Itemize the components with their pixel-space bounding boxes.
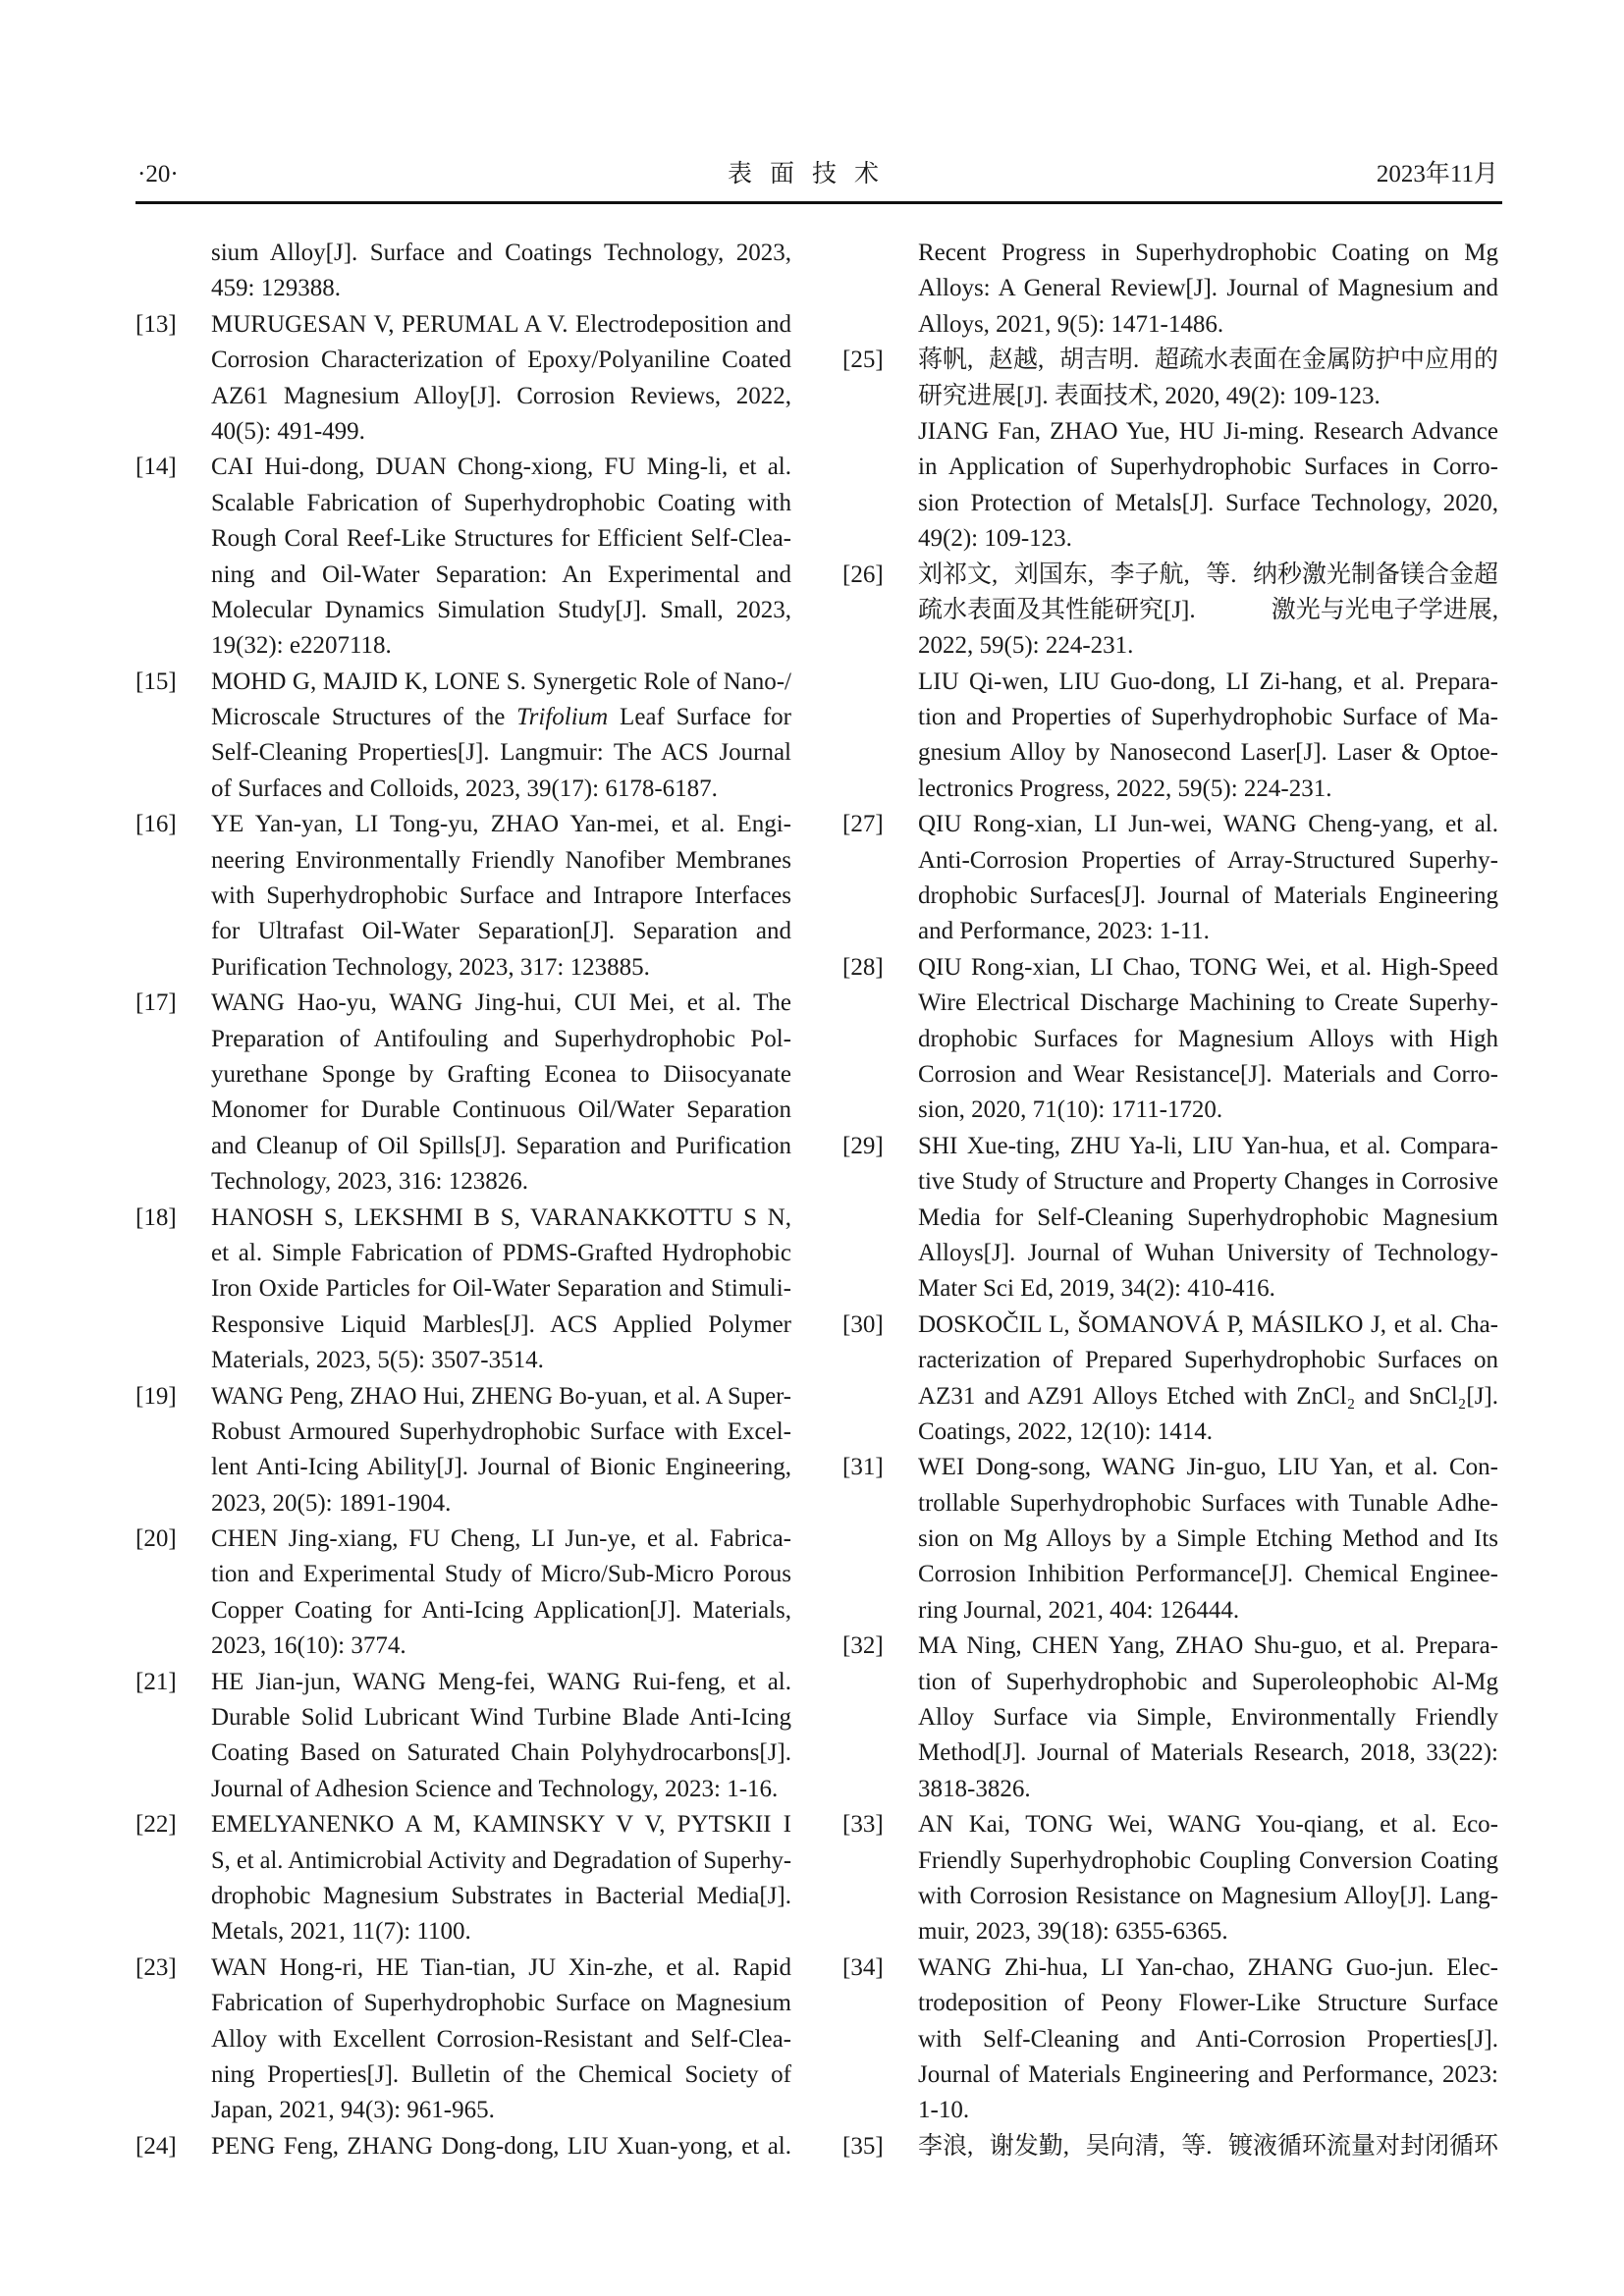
reference-line: racterization of Prepared Superhydrophobic Surfaces on	[918, 1347, 1498, 1374]
reference-line: Molecular Dynamics Simulation Study[J]. Small, 2023,	[211, 596, 791, 623]
reference-number: [24]	[135, 2132, 177, 2160]
reference-line: and Cleanup of Oil Spills[J]. Separation and Purification	[211, 1132, 791, 1159]
reference-line: HE Jian-jun, WANG Meng-fei, WANG Rui-feng, et al.	[211, 1668, 791, 1695]
reference-number: [16]	[135, 811, 177, 838]
reference-line: 2022, 59(5): 224-231.	[918, 632, 1134, 660]
reference-item	[135, 2129, 791, 2164]
reference-line: Journal of Materials Engineering and Performance, 2023:	[918, 2060, 1498, 2088]
reference-line: Rough Coral Reef-Like Structures for Efficient Self-Clea-	[211, 525, 791, 553]
reference-line: Preparation of Antifouling and Superhydrophobic Pol-	[211, 1025, 791, 1052]
reference-line: and Performance, 2023: 1-11.	[918, 918, 1210, 945]
reference-line: Mater Sci Ed, 2019, 34(2): 410-416.	[918, 1275, 1275, 1303]
reference-number: [26]	[842, 561, 884, 588]
reference-line: Materials, 2023, 5(5): 3507-3514.	[211, 1347, 544, 1374]
reference-number: [33]	[842, 1811, 884, 1839]
reference-line: Friendly Superhydrophobic Coupling Conversion Coating	[918, 1846, 1498, 1874]
reference-line: Self-Cleaning Properties[J]. Langmuir: The ACS Journal	[211, 739, 791, 767]
reference-line: WAN Hong-ri, HE Tian-tian, JU Xin-zhe, et al. Rapid	[211, 1953, 791, 1981]
reference-line: LIU Qi-wen, LIU Guo-dong, LI Zi-hang, et al. Prepara-	[918, 667, 1498, 695]
page-number: ·20·	[137, 161, 179, 187]
reference-number: [15]	[135, 667, 177, 695]
reference-line: trollable Superhydrophobic Surfaces with Tunable Adhe-	[918, 1489, 1498, 1517]
reference-continuation	[135, 236, 791, 307]
reference-line: trodeposition of Peony Flower-Like Structure Surface	[918, 1990, 1498, 2017]
reference-line: sion Protection of Metals[J]. Surface Technology, 2020,	[918, 489, 1498, 516]
reference-item	[842, 1629, 1498, 1807]
reference-line: QIU Rong-xian, LI Jun-wei, WANG Cheng-yang, et al.	[918, 811, 1498, 838]
reference-line: Coatings, 2022, 12(10): 1414.	[918, 1417, 1213, 1445]
reference-line: AN Kai, TONG Wei, WANG You-qiang, et al. Eco-	[918, 1811, 1498, 1839]
reference-number: [35]	[842, 2132, 884, 2160]
reference-line: Technology, 2023, 316: 123826.	[211, 1168, 528, 1196]
reference-number: [13]	[135, 310, 177, 338]
reference-item	[135, 450, 791, 664]
reference-line: with Self-Cleaning and Anti-Corrosion Properties[J].	[918, 2025, 1498, 2053]
reference-line: Copper Coating for Anti-Icing Application[J]. Materials,	[211, 1596, 791, 1624]
reference-line: WANG Peng, ZHAO Hui, ZHENG Bo-yuan, et al. A Super-	[211, 1382, 791, 1410]
reference-item	[135, 986, 791, 1200]
reference-item	[135, 1201, 791, 1379]
reference-number: [28]	[842, 953, 884, 981]
reference-line: PENG Feng, ZHANG Dong-dong, LIU Xuan-yong, et al.	[211, 2132, 791, 2160]
reference-item	[842, 1807, 1498, 1950]
issue-date: 2023年11月	[1376, 161, 1498, 187]
reference-line: 蒋帆, 赵越, 胡吉明. 超疏水表面在金属防护中应用的	[918, 347, 1498, 374]
reference-line: Robust Armoured Superhydrophobic Surface with Excel-	[211, 1417, 791, 1445]
reference-column-right	[842, 236, 1498, 2164]
reference-line: 研究进展[J]. 表面技术, 2020, 49(2): 109-123.	[918, 382, 1380, 409]
reference-line: 459: 129388.	[211, 275, 341, 302]
reference-item	[135, 1522, 791, 1665]
reference-line: 2023, 20(5): 1891-1904.	[211, 1489, 452, 1517]
reference-line: Japan, 2021, 94(3): 961-965.	[211, 2097, 495, 2124]
reference-number: [29]	[842, 1132, 884, 1159]
reference-line: drophobic Surfaces for Magnesium Alloys with High	[918, 1025, 1498, 1052]
reference-line: 19(32): e2207118.	[211, 632, 392, 660]
reference-line: Durable Solid Lubricant Wind Turbine Blade Anti-Icing	[211, 1704, 791, 1732]
reference-line: in Application of Superhydrophobic Surfaces in Corro-	[918, 454, 1498, 481]
reference-item	[842, 558, 1498, 808]
reference-line: of Surfaces and Colloids, 2023, 39(17): 6178-6187.	[211, 774, 718, 802]
reference-line: tion of Superhydrophobic and Superoleophobic Al-Mg	[918, 1668, 1498, 1695]
reference-item	[842, 1950, 1498, 2129]
reference-item	[135, 807, 791, 986]
reference-line: WEI Dong-song, WANG Jin-guo, LIU Yan, et al. Con-	[918, 1454, 1498, 1481]
reference-line: Journal of Adhesion Science and Technology, 2023: 1-16.	[211, 1775, 779, 1802]
reference-item	[135, 1665, 791, 1808]
reference-number: [14]	[135, 454, 177, 481]
reference-line: Media for Self-Cleaning Superhydrophobic Magnesium	[918, 1203, 1498, 1231]
reference-line: Alloys[J]. Journal of Wuhan University of Technology-	[918, 1239, 1498, 1266]
reference-line: CAI Hui-dong, DUAN Chong-xiong, FU Ming-li, et al.	[211, 454, 791, 481]
reference-line: YE Yan-yan, LI Tong-yu, ZHAO Yan-mei, et al. Engi-	[211, 811, 791, 838]
reference-line: AZ31 and AZ91 Alloys Etched with ZnCl₂ and SnCl₂[J].	[918, 1382, 1498, 1410]
reference-item	[135, 665, 791, 808]
reference-line: 49(2): 109-123.	[918, 525, 1072, 553]
reference-number: [25]	[842, 347, 884, 374]
reference-line: muir, 2023, 39(18): 6355-6365.	[918, 1918, 1228, 1946]
reference-line: ring Journal, 2021, 404: 126444.	[918, 1596, 1240, 1624]
reference-line: Iron Oxide Particles for Oil-Water Separation and Stimuli-	[211, 1275, 791, 1303]
reference-line: Corrosion Inhibition Performance[J]. Chemical Enginee-	[918, 1561, 1498, 1588]
reference-line: 3818-3826.	[918, 1775, 1031, 1802]
reference-number: [22]	[135, 1811, 177, 1839]
reference-line: drophobic Surfaces[J]. Journal of Materials Engineering	[918, 882, 1498, 910]
reference-line: Alloys, 2021, 9(5): 1471-1486.	[918, 310, 1224, 338]
reference-line: WANG Zhi-hua, LI Yan-chao, ZHANG Guo-jun. Elec-	[918, 1953, 1498, 1981]
reference-line: Fabrication of Superhydrophobic Surface on Magnesium	[211, 1990, 791, 2017]
reference-line: CHEN Jing-xiang, FU Cheng, LI Jun-ye, et al. Fabrica-	[211, 1525, 791, 1553]
reference-item	[842, 1450, 1498, 1629]
reference-number: [23]	[135, 1953, 177, 1981]
reference-line: lent Anti-Icing Ability[J]. Journal of Bionic Engineering,	[211, 1454, 791, 1481]
reference-line: MOHD G, MAJID K, LONE S. Synergetic Role of Nano-/	[211, 667, 791, 695]
reference-line: MA Ning, CHEN Yang, ZHAO Shu-guo, et al. Prepara-	[918, 1632, 1498, 1660]
reference-item	[135, 1807, 791, 1950]
reference-line: Coating Based on Saturated Chain Polyhydrocarbons[J].	[211, 1739, 791, 1767]
reference-line: DOSKOČIL L, ŠOMANOVÁ P, MÁSILKO J, et al. Cha-	[918, 1310, 1498, 1338]
reference-line: drophobic Magnesium Substrates in Bacterial Media[J].	[211, 1882, 791, 1909]
reference-line: MURUGESAN V, PERUMAL A V. Electrodeposition and	[211, 310, 791, 338]
reference-line: Method[J]. Journal of Materials Research, 2018, 33(22):	[918, 1739, 1498, 1767]
reference-line: Anti-Corrosion Properties of Array-Structured Superhy-	[918, 846, 1498, 874]
reference-item	[135, 1379, 791, 1522]
reference-item	[842, 807, 1498, 950]
reference-number: [21]	[135, 1668, 177, 1695]
reference-line: with Superhydrophobic Surface and Intrapore Interfaces	[211, 882, 791, 910]
reference-line: 李浪, 谢发勤, 吴向清, 等. 镀液循环流量对封闭循环	[918, 2132, 1498, 2160]
reference-item	[842, 1129, 1498, 1308]
reference-line: Alloy Surface via Simple, Environmentally Friendly	[918, 1704, 1498, 1732]
reference-number: [20]	[135, 1525, 177, 1553]
reference-line: for Ultrafast Oil-Water Separation[J]. Separation and	[211, 918, 791, 945]
reference-line: gnesium Alloy by Nanosecond Laser[J]. Laser & Optoe-	[918, 739, 1498, 767]
reference-line: HANOSH S, LEKSHMI B S, VARANAKKOTTU S N,	[211, 1203, 791, 1231]
reference-item	[842, 1308, 1498, 1451]
reference-line: tion and Experimental Study of Micro/Sub-Micro Porous	[211, 1561, 791, 1588]
reference-item	[135, 1950, 791, 2129]
journal-title: 表面技术	[727, 161, 896, 187]
reference-line: lectronics Progress, 2022, 59(5): 224-231.	[918, 774, 1332, 802]
reference-line: WANG Hao-yu, WANG Jing-hui, CUI Mei, et al. The	[211, 989, 791, 1017]
reference-line: Corrosion and Wear Resistance[J]. Materials and Corro-	[918, 1060, 1498, 1088]
reference-item	[842, 950, 1498, 1129]
reference-line: Scalable Fabrication of Superhydrophobic Coating with	[211, 489, 791, 516]
reference-item	[135, 307, 791, 451]
reference-line: tive Study of Structure and Property Changes in Corrosive	[918, 1168, 1498, 1196]
reference-line: Purification Technology, 2023, 317: 123885.	[211, 953, 650, 981]
reference-line: S, et al. Antimicrobial Activity and Degradation of Superhy-	[211, 1846, 791, 1874]
reference-line: tion and Properties of Superhydrophobic Surface of Ma-	[918, 704, 1498, 731]
reference-line: ning Properties[J]. Bulletin of the Chemical Society of	[211, 2060, 791, 2088]
reference-line: yurethane Sponge by Grafting Econea to Diisocyanate	[211, 1060, 791, 1088]
reference-line: ning and Oil-Water Separation: An Experimental and	[211, 561, 791, 588]
reference-line: Microscale Structures of the Trifolium Leaf Surface for	[211, 704, 791, 731]
reference-line: Monomer for Durable Continuous Oil/Water Separation	[211, 1096, 791, 1124]
reference-number: [19]	[135, 1382, 177, 1410]
reference-line: AZ61 Magnesium Alloy[J]. Corrosion Reviews, 2022,	[211, 382, 791, 409]
reference-number: [31]	[842, 1454, 884, 1481]
reference-line: neering Environmentally Friendly Nanofiber Membranes	[211, 846, 791, 874]
reference-line: 刘祁文, 刘国东, 李子航, 等. 纳秒激光制备镁合金超	[918, 561, 1498, 588]
reference-line: sion, 2020, 71(10): 1711-1720.	[918, 1096, 1223, 1124]
reference-line: EMELYANENKO A M, KAMINSKY V V, PYTSKII I	[211, 1811, 791, 1839]
reference-number: [18]	[135, 1203, 177, 1231]
reference-line: JIANG Fan, ZHAO Yue, HU Ji-ming. Research Advance	[918, 417, 1498, 445]
reference-line: sium Alloy[J]. Surface and Coatings Technology, 2023,	[211, 240, 791, 266]
reference-line: 1-10.	[918, 2097, 970, 2124]
reference-line: Responsive Liquid Marbles[J]. ACS Applied Polymer	[211, 1310, 791, 1338]
header-rule	[135, 201, 1502, 204]
reference-number: [27]	[842, 811, 884, 838]
reference-line: SHI Xue-ting, ZHU Ya-li, LIU Yan-hua, et al. Compara-	[918, 1132, 1498, 1159]
reference-line: 40(5): 491-499.	[211, 417, 365, 445]
reference-column-left	[135, 236, 791, 2164]
reference-line: 疏水表面及其性能研究[J]. 激光与光电子学进展,	[918, 596, 1498, 623]
reference-number: [30]	[842, 1310, 884, 1338]
reference-item	[842, 2129, 1498, 2164]
reference-number: [34]	[842, 1953, 884, 1981]
reference-number: [32]	[842, 1632, 884, 1660]
reference-line: Metals, 2021, 11(7): 1100.	[211, 1918, 471, 1946]
reference-line: et al. Simple Fabrication of PDMS-Grafted Hydrophobic	[211, 1239, 791, 1266]
reference-line: with Corrosion Resistance on Magnesium Alloy[J]. Lang-	[918, 1882, 1498, 1909]
reference-line: 2023, 16(10): 3774.	[211, 1632, 406, 1660]
reference-number: [17]	[135, 989, 177, 1017]
reference-line: Wire Electrical Discharge Machining to Create Superhy-	[918, 989, 1498, 1017]
reference-line: Alloys: A General Review[J]. Journal of Magnesium and	[918, 275, 1498, 302]
reference-line: QIU Rong-xian, LI Chao, TONG Wei, et al. High-Speed	[918, 953, 1498, 981]
reference-continuation	[842, 236, 1498, 343]
reference-line: sion on Mg Alloys by a Simple Etching Method and Its	[918, 1525, 1498, 1553]
reference-line: Corrosion Characterization of Epoxy/Polyaniline Coated	[211, 347, 791, 374]
reference-line: Alloy with Excellent Corrosion-Resistant and Self-Clea-	[211, 2025, 791, 2053]
reference-line: Recent Progress in Superhydrophobic Coating on Mg	[918, 240, 1498, 266]
reference-item	[842, 343, 1498, 557]
